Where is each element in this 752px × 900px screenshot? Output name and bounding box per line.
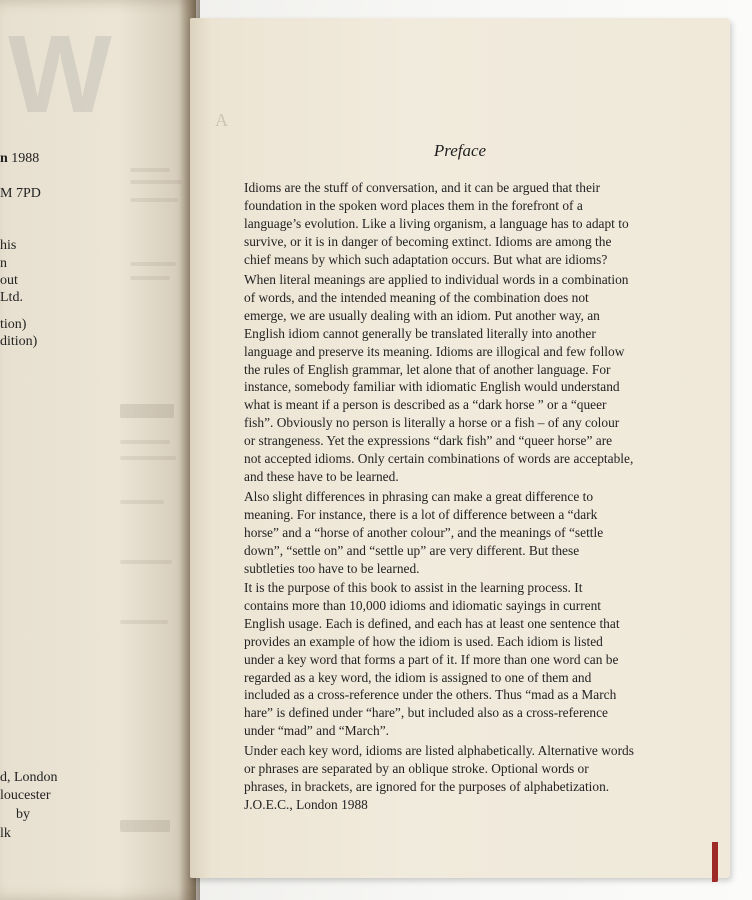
text-line: horse” and a “horse of another colour”, and the meanings of “settle — [244, 524, 604, 540]
text-line: down”, “settle on” and “settle up” are very different. But these — [244, 542, 580, 558]
bleed-through-line — [120, 456, 176, 460]
text-line: not accepted idioms. Only certain combinations of words are acceptable, — [244, 451, 634, 467]
text-line: included as a cross-reference under the others. Thus “mad as a March — [244, 687, 617, 703]
left-page-line: loucester — [0, 788, 51, 803]
bleed-through-heading — [120, 820, 170, 832]
paragraph-4 — [244, 579, 714, 740]
text-line: subtleties too have to be learned. — [244, 560, 420, 576]
text-line: under “mad” and “March”. — [244, 723, 389, 739]
text-line: language’s evolution. Like a living organism, a language has to adapt to — [244, 215, 629, 231]
text-line: survive, or it is in danger of becoming extinct. Idioms are among the — [244, 233, 612, 249]
left-page-line: lk — [0, 826, 11, 841]
paragraph-5 — [244, 742, 714, 814]
paragraph-2 — [244, 271, 714, 486]
left-page-line: out — [0, 273, 18, 288]
bleed-through-line — [120, 500, 164, 504]
text-line: or strangeness. Yet the expressions “dark fish” and “queer horse” are — [244, 433, 613, 449]
left-page-line: dition) — [0, 334, 38, 349]
text-line: emerge, we are usually dealing with an idiom. Put another way, an — [244, 307, 600, 323]
left-page-line — [0, 151, 39, 167]
bleed-through-line — [130, 168, 170, 172]
bleed-through-line — [130, 276, 170, 280]
text-line: meaning. For instance, there is a lot of difference between a “dark — [244, 506, 598, 522]
text-line: and these have to be learned. — [244, 468, 399, 484]
bleed-through-heading — [120, 404, 174, 418]
text-line: foundation in the spoken word places them in the forefront of a — [244, 197, 583, 213]
left-page-line-bold: n — [0, 151, 8, 166]
page-title: Preface — [433, 141, 487, 160]
left-page-line: d, London — [0, 770, 58, 785]
text-line: phrases, in brackets, are ignored for the purposes of alphabetization. — [244, 778, 610, 794]
signature-line: J.O.E.C., London 1988 — [244, 796, 368, 812]
text-line: chief means by which such adaptation occurs. But what are idioms? — [244, 251, 608, 267]
text-line: the rules of English grammar, let alone that of another language. For — [244, 361, 611, 377]
bleed-through-line — [120, 620, 168, 624]
bleed-through-line — [120, 440, 170, 444]
text-line: provides an example of how the idiom is used. Each idiom is listed — [244, 633, 603, 649]
paragraph-3 — [244, 488, 714, 578]
text-line: fish”. Obviously no person is literally a horse or a fish – of any colour — [244, 415, 620, 431]
text-line: under a key word that forms a part of it. If more than one word can be — [244, 651, 619, 667]
red-cover-edge — [712, 842, 718, 882]
bleed-through-line — [130, 262, 176, 266]
left-page-line: tion) — [0, 317, 27, 332]
text-line: Idioms are the stuff of conversation, and it can be argued that their — [244, 180, 601, 195]
text-line: It is the purpose of this book to assist in the learning process. It — [244, 580, 583, 595]
left-page-line: Ltd. — [0, 290, 23, 305]
text-line: contains more than 10,000 idioms and idiomatic sayings in current — [244, 597, 602, 613]
text-line: hare” is defined under “hare”, but included also as a cross-reference — [244, 705, 608, 721]
text-line: When literal meanings are applied to individual words in a combination — [244, 272, 629, 287]
text-line: regarded as a key word, the idiom is assigned to one of them and — [244, 669, 592, 685]
bleed-through-line — [130, 180, 182, 184]
left-page — [0, 0, 196, 900]
bleed-through-letter: A — [215, 110, 228, 130]
bleed-through-text: W — [8, 13, 112, 136]
text-line: of words, and the intended meaning of the combination does not — [244, 289, 589, 305]
left-page-line: M 7PD — [0, 186, 41, 201]
text-line: English usage. Each is defined, and each has at least one sentence that — [244, 615, 620, 631]
bleed-through-line — [130, 198, 178, 202]
bleed-through-line — [120, 560, 172, 564]
text-line: language and preserve its meaning. Idioms are illogical and few follow — [244, 343, 625, 359]
text-line: what is meant if a person is described as a “dark horse ” or a “queer — [244, 397, 607, 413]
text-line: or phrases are separated by an oblique stroke. Optional words or — [244, 760, 589, 776]
left-page-line: n — [0, 256, 7, 271]
text-line: English idiom cannot generally be translated literally into another — [244, 325, 596, 341]
paragraph-1 — [244, 179, 714, 269]
text-line: Under each key word, idioms are listed alphabetically. Alternative words — [244, 743, 634, 758]
left-page-line: his — [0, 238, 17, 253]
text-line: Also slight differences in phrasing can make a great difference to — [244, 489, 594, 504]
left-page-line: by — [16, 807, 30, 822]
text-line: instance, somebody familiar with idiomatic English would understand — [244, 379, 620, 395]
left-page-line-rest: 1988 — [7, 151, 40, 166]
